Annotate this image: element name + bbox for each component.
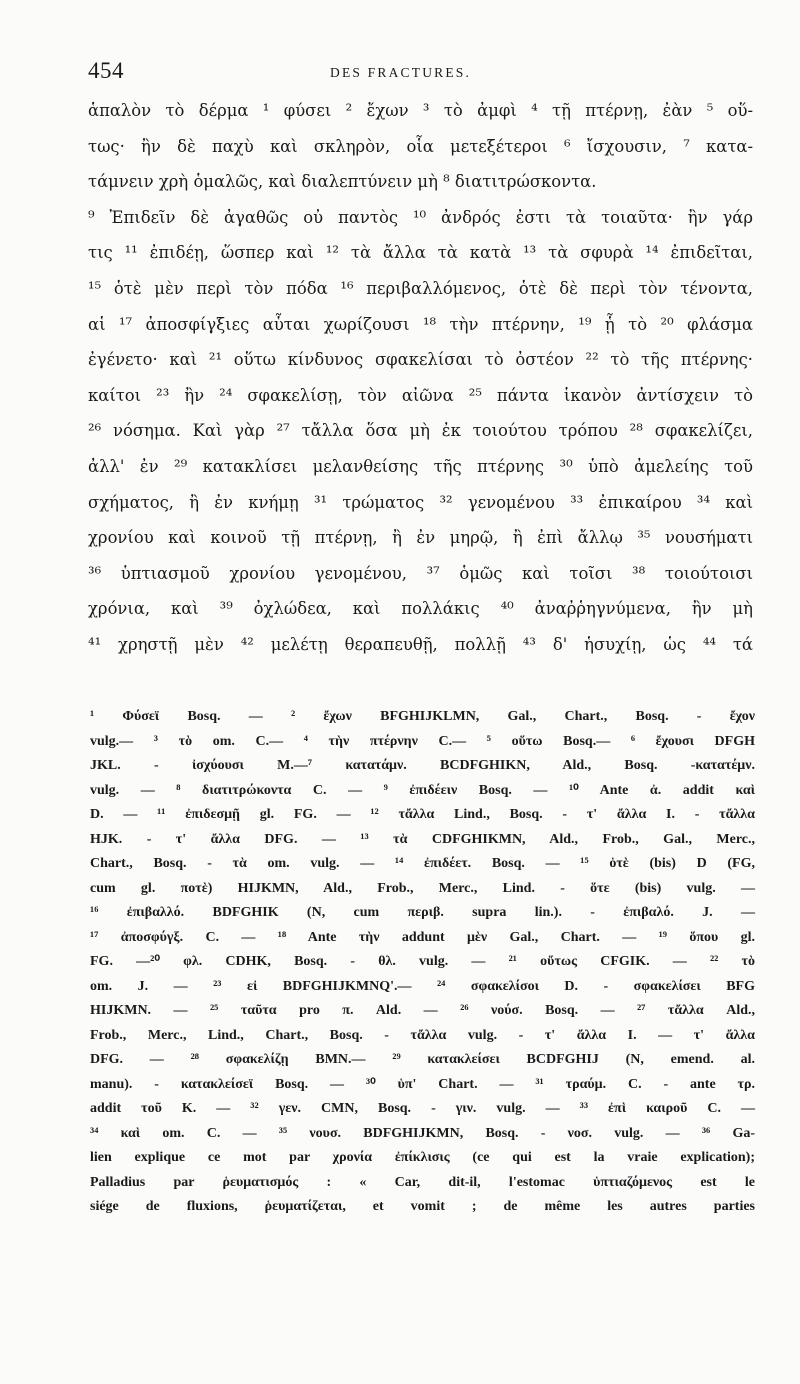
footnote-line: JKL. - ἰσχύουσι M.—⁷ κατατάμν. BCDFGHIKN, Ald., Bosq. -κατατέμν. — [90, 758, 755, 773]
main-text-line: αἱ ¹⁷ ἀποσφίγξιες αὗται χωρίζουσι ¹⁸ τὴν πτέρνην, ¹⁹ ᾗ τὸ ²⁰ φλάσμα — [88, 314, 753, 334]
footnote-line: D. — ¹¹ ἐπιδεσμῇ gl. FG. — ¹² τἄλλα Lind., Bosq. - τ' ἄλλα I. - τἄλλα — [90, 807, 755, 822]
footnote-line: HJK. - τ' ἄλλα DFG. — ¹³ τὰ CDFGHIKMN, Ald., Frob., Gal., Merc., — [90, 831, 755, 847]
footnote-line: vulg.— ³ τὸ om. C.— ⁴ τὴν πτέρνην C.— ⁵ οὕτω Bosq.— ⁶ ἔχουσι DFGH — [90, 733, 755, 749]
footnote-line: ¹⁷ ἀποσφύγξ. C. — ¹⁸ Ante τὴν addunt μὲν Gal., Chart. — ¹⁹ ὅπου gl. — [90, 929, 755, 945]
main-text-line: ἀλλ' ἐν ²⁹ κατακλίσει μελανθείσης τῆς πτέρνης ³⁰ ὑπὸ ἀμελείης τοῦ — [88, 456, 753, 476]
footnote-line: om. J. — ²³ εἰ BDFGHIJKMNQ'.— ²⁴ σφακελίσοι D. - σφακελίσει BFG — [90, 978, 755, 994]
footnote-line: ¹⁶ ἐπιβαλλό. BDFGHIK (N, cum περιβ. supra lin.). - ἐπιβαλό. J. — — [90, 905, 755, 920]
main-text-line: τως· ἢν δὲ παχὺ καὶ σκληρὸν, οἷα μετεξέτεροι ⁶ ἴσχουσιν, ⁷ κατα- — [88, 136, 753, 156]
page-number: 454 — [88, 58, 124, 83]
footnote-line: Chart., Bosq. - τὰ om. vulg. — ¹⁴ ἐπιδέετ. Bosq. — ¹⁵ ὁτὲ (bis) D (FG, — [90, 856, 755, 871]
footnote-line: ¹ Φύσεϊ Bosq. — ² ἔχων BFGHIJKLMN, Gal., Chart., Bosq. - ἔχον — [90, 709, 755, 724]
running-title: DES FRACTURES. — [330, 65, 472, 80]
footnote-line: manu). - κατακλείσεϊ Bosq. — ³⁰ ὑπ' Chart. — ³¹ τραύμ. C. - ante τρ. — [90, 1076, 755, 1092]
footnote-line: FG. —²⁰ φλ. CDHK, Bosq. - θλ. vulg. — ²¹ οὕτως CFGIK. — ²² τὸ — [90, 954, 755, 969]
footnotes — [90, 705, 755, 1220]
footnote-line: siége de fluxions, ῥευματίζεται, et vomit ; de même les autres parties — [90, 1199, 755, 1214]
main-text-line: καίτοι ²³ ἢν ²⁴ σφακελίσῃ, τὸν αἰῶνα ²⁵ πάντα ἱκανὸν ἀντίσχειν τὸ — [88, 385, 753, 405]
footnote-line: Frob., Merc., Lind., Chart., Bosq. - τἄλλα vulg. - τ' ἄλλα I. — τ' ἄλλα — [90, 1027, 755, 1043]
footnote-line: Palladius par ῥευματισμός : « Car, dit-il, l'estomac ὑπτιαζόμενος est le — [90, 1174, 755, 1190]
footnote-line: addit τοῦ K. — ³² γεν. CMN, Bosq. - γιν. vulg. — ³³ ἐπὶ καιροῦ C. — — [90, 1101, 755, 1116]
main-text-line: ⁴¹ χρηστῇ μὲν ⁴² μελέτῃ θεραπευθῇ, πολλῇ ⁴³ δ' ἡσυχίῃ, ὡς ⁴⁴ τά — [88, 634, 753, 654]
main-text-line: ³⁶ ὑπτιασμοῦ χρονίου γενομένου, ³⁷ ὁμῶς καὶ τοῖσι ³⁸ τοιούτοισι — [88, 563, 753, 583]
main-text-line: ¹⁵ ὁτὲ μὲν περὶ τὸν πόδα ¹⁶ περιβαλλόμενος, ὁτὲ δὲ περὶ τὸν τένοντα, — [88, 278, 753, 298]
footnote-line: ³⁴ καὶ om. C. — ³⁵ νουσ. BDFGHIJKMN, Bosq. - νοσ. vulg. — ³⁶ Ga- — [90, 1125, 755, 1141]
footnote-line: vulg. — ⁸ διατιτρώκοντα C. — ⁹ ἐπιδέειν Bosq. — ¹⁰ Ante ἀ. addit καὶ — [90, 782, 755, 798]
footnote-line: HIJKMN. — ²⁵ ταῦτα pro π. Ald. — ²⁶ νούσ. Bosq. — ²⁷ τἄλλα Ald., — [90, 1003, 755, 1018]
main-text-line: ἁπαλὸν τὸ δέρμα ¹ φύσει ² ἔχων ³ τὸ ἀμφὶ ⁴ τῇ πτέρνῃ, ἐὰν ⁵ οὕ- — [88, 101, 753, 120]
main-text-line: τάμνειν χρὴ ὁμαλῶς, καὶ διαλεπτύνειν μὴ ⁸ διατιτρώσκοντα. — [88, 172, 597, 192]
running-head — [88, 58, 753, 88]
footnote-line: cum gl. ποτὲ) HIJKMN, Ald., Frob., Merc., Lind. - ὅτε (bis) vulg. — — [90, 880, 755, 896]
main-text-line: ⁹ Ἐπιδεῖν δὲ ἀγαθῶς οὐ παντὸς ¹⁰ ἀνδρός ἐστι τὰ τοιαῦτα· ἢν γάρ — [88, 207, 753, 227]
main-text-line: σχήματος, ἢ ἐν κνήμῃ ³¹ τρώματος ³² γενομένου ³³ ἐπικαίρου ³⁴ καὶ — [88, 492, 753, 512]
footnote-line: DFG. — ²⁸ σφακελίζῃ BMN.— ²⁹ κατακλείσει BCDFGHIJ (N, emend. al. — [90, 1052, 755, 1067]
greek-main-text — [88, 93, 753, 663]
main-text-line: τις ¹¹ ἐπιδέῃ, ὥσπερ καὶ ¹² τὰ ἄλλα τὰ κατὰ ¹³ τὰ σφυρὰ ¹⁴ ἐπιδεῖται, — [88, 243, 753, 263]
main-text-line: ²⁶ νόσημα. Καὶ γὰρ ²⁷ τἄλλα ὅσα μὴ ἐκ τοιούτου τρόπου ²⁸ σφακελίζει, — [88, 421, 753, 441]
footnote-line: lien explique ce mot par χρονία ἐπίκλισις (ce qui est la vraie explication); — [90, 1150, 755, 1165]
main-text-line: χρόνια, καὶ ³⁹ ὀχλώδεα, καὶ πολλάκις ⁴⁰ ἀναῤῥηγνύμενα, ἢν μὴ — [88, 599, 753, 619]
main-text-line: ἐγένετο· καὶ ²¹ οὕτω κίνδυνος σφακελίσαι τὸ ὀστέον ²² τὸ τῆς πτέρνης· — [88, 350, 753, 370]
main-text-line: χρονίου καὶ κοινοῦ τῇ πτέρνῃ, ἢ ἐν μηρῷ, ἢ ἐπὶ ἄλλῳ ³⁵ νουσήματι — [88, 528, 753, 548]
